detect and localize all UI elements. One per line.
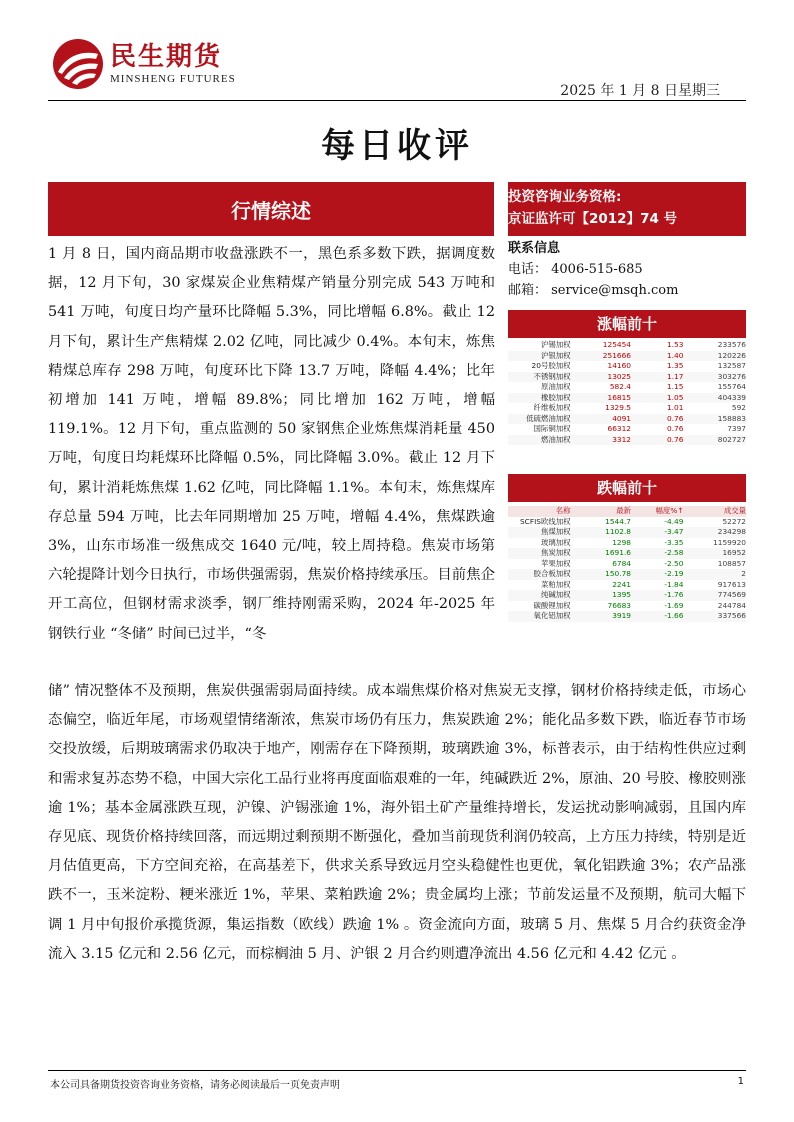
table-row: [508, 424, 746, 435]
contact-title: 联系信息: [508, 241, 561, 256]
summary-paragraph-part1: 1 月 8 日，国内商品期市收盘涨跌不一，黑色系多数下跌，据调度数据，12 月下旬，30 家煤炭企业焦精煤产销量分别完成 543 万吨和 541 万吨，旬度日均产量环比降幅 5.3%，同比增幅 6.8%。截止 12 月下旬，累计生产焦精煤 2.02 亿吨，同比减少 0.4%。本旬末，炼焦精煤总库存 298 万吨，旬度环比下降 13.7 万吨，降幅 4.4%；比年初增加 141 万吨，增幅 89.8%；同比增加 162 万吨，增幅 119.1%。12 月下旬，重点监测的 50 家钢焦企业炼焦煤消耗量 450 万吨，旬度日均耗煤环比降幅 0.5%，同比降幅 3.0%。截止 12 月下旬，累计消耗炼焦煤 1.62 亿吨，同比降幅 1.1%。本旬末，炼焦煤库存总量 594 万吨，比去年同期增加 25 万吨，增幅 4.4%，焦煤跌逾 3%，山东市场准一级焦成交 1640 元/吨，较上周持稳。焦炭市场第六轮提降计划今日执行，市场供强需弱，焦炭价格持续承压。目前焦企开工高位，但钢材需求淡季，钢厂维持刚需采购，2024 年-2025 年钢铁行业 “冬储” 时间已过半，“冬: [48, 246, 495, 642]
cell-price: 4091: [571, 414, 632, 425]
cell-pct: 1.17: [631, 372, 683, 383]
cell-name: 菜粕加权: [540, 579, 571, 589]
table-row: [508, 601, 746, 612]
cell-pct: -2.50: [664, 558, 684, 568]
cell-pct: 0.76: [666, 424, 684, 433]
cell-name: 20号胶加权: [531, 361, 571, 370]
col-price: 最新: [571, 506, 632, 517]
cell-pct: 0.76: [631, 414, 683, 425]
table-row: [508, 527, 746, 538]
table-row: [508, 580, 746, 591]
cell-pct: 0.76: [631, 435, 683, 446]
table-row: [508, 372, 746, 383]
losers-title: 跌幅前十: [596, 479, 657, 497]
gainers-table: [508, 340, 746, 445]
cell-name: 纤维板加权: [533, 403, 571, 412]
cell-name: 焦炭加权: [508, 548, 571, 559]
table-row: [508, 403, 746, 414]
cell-price: 13025: [571, 372, 632, 383]
losers-header-row: [508, 506, 746, 517]
report-date: 2025 年 1 月 8 日星期三: [560, 83, 720, 99]
section-banner: [48, 182, 494, 236]
table-row: [508, 361, 746, 372]
cell-vol: 774569: [683, 590, 746, 601]
cell-name: 苹果加权: [540, 558, 571, 568]
cell-pct: -1.69: [664, 600, 684, 610]
cell-name: 纯碱加权: [508, 590, 571, 601]
cell-name: 玻璃加权: [540, 537, 571, 547]
losers-table: [508, 506, 746, 622]
cell-name: 沪锡加权: [540, 340, 571, 349]
cell-pct: 1.53: [666, 340, 684, 349]
section-title: 行情综述: [231, 198, 311, 223]
summary-paragraph-part2: 储” 情况整体不及预期，焦炭供强需弱局面持续。成本端焦煤价格对焦炭无支撑，钢材价格持续走低，市场心态偏空，临近年尾，市场观望情绪渐浓，焦炭市场仍有压力，焦炭跌逾 2%；能化品多数下跌，临近春节市场交投放缓，后期玻璃需求仍取决于地产，刚需存在下降预期，玻璃跌逾 3%，标普表示，由于结构性供应过剩和需求复苏态势不稳，中国大宗化工品行业将再度面临艰难的一年，纯碱跌近 2%，原油、20 号胶、橡胶则涨逾 1%；基本金属涨跌互现，沪镍、沪锡涨逾 1%，海外铝土矿产量维持增长，发运扰动影响减弱，且国内库存见底、现货价格持续回落，而远期过剩预期不断强化，叠加当前现货利润仍较高，上方压力持续，特别是近月估值更高，下方空间充裕，在高基差下，供求关系导致远月空头稳健性也更优，氧化铝跌逾 3%；农产品涨跌不一，玉米淀粉、粳米涨近 1%，苹果、菜粕跌逾 2%；贵金属均上涨；节前发运量不及预期，航司大幅下调 1 月中旬报价承揽货源，集运指数（欧线）跌逾 1% 。资金流向方面，玻璃 5 月、焦煤 5 月合约获资金净流入 3.15 亿元和 2.56 亿元，而棕榈油 5 月、沪银 2 月合约则遭净流出 4.56 亿元和 4.42 亿元 。: [48, 683, 746, 962]
cell-price: 66312: [607, 424, 632, 433]
cell-price: 1102.8: [571, 527, 632, 538]
table-row: [508, 548, 746, 559]
cell-price: 76683: [607, 600, 632, 610]
cell-price: 14160: [607, 361, 632, 370]
cell-name: 橡胶加权: [508, 393, 571, 404]
footer-divider: [48, 1070, 746, 1071]
cell-name: 沪银加权: [508, 351, 571, 362]
page-title: 每日收评: [321, 126, 473, 166]
table-row: [508, 393, 746, 404]
cell-price: 150.78: [571, 569, 632, 580]
cell-name: 原油加权: [540, 382, 571, 391]
header-divider: [48, 100, 746, 101]
table-row: [508, 351, 746, 362]
table-row: [508, 538, 746, 549]
cell-pct: -3.35: [664, 537, 684, 547]
table-row: [508, 414, 746, 425]
cell-name: 不锈钢加权: [508, 372, 571, 383]
cell-pct: -3.47: [631, 527, 683, 538]
cell-vol: 120226: [683, 351, 746, 362]
cell-pct: -2.58: [631, 548, 683, 559]
cell-pct: 1.15: [666, 382, 684, 391]
cell-vol: 16952: [683, 548, 746, 559]
cell-pct: 1.05: [631, 393, 683, 404]
cell-pct: 1.35: [666, 361, 684, 370]
cell-price: 16815: [571, 393, 632, 404]
cell-price: 1544.7: [605, 516, 632, 526]
cell-name: 碳酸锂加权: [533, 600, 571, 610]
cell-vol: 303276: [683, 372, 746, 383]
qualification-line2: 京证监许可【2012】74 号: [508, 211, 678, 227]
cell-vol: 592: [731, 403, 746, 412]
cell-vol: 404339: [683, 393, 746, 404]
cell-vol: 158883: [683, 414, 746, 425]
cell-vol: 7397: [727, 424, 746, 433]
cell-price: 3312: [571, 435, 632, 446]
cell-price: 1691.6: [571, 548, 632, 559]
cell-price: 1298: [612, 537, 632, 547]
table-row: [508, 590, 746, 601]
qualification-line1: 投资咨询业务资格:: [508, 189, 622, 205]
cell-name: 胶合板加权: [508, 569, 571, 580]
cell-vol: 234298: [683, 527, 746, 538]
cell-pct: 1.01: [666, 403, 684, 412]
cell-name: 氧化铝加权: [508, 611, 571, 622]
table-row: [508, 435, 746, 446]
cell-pct: -2.19: [631, 569, 683, 580]
cell-price: 251666: [571, 351, 632, 362]
cell-price: 1329.5: [605, 403, 632, 412]
gainers-title: 涨幅前十: [596, 315, 657, 333]
cell-name: 低硫燃油加权: [508, 414, 571, 425]
cell-price: 6784: [612, 558, 632, 568]
cell-vol: 132587: [717, 361, 746, 370]
cell-vol: 2: [683, 569, 746, 580]
table-row: [508, 382, 746, 393]
cell-price: 1395: [571, 590, 632, 601]
contact-info: [508, 238, 678, 301]
gainers-header: [508, 310, 746, 338]
cell-pct: -1.66: [631, 611, 683, 622]
brand-name-cn: 民生期货: [110, 42, 223, 72]
minsheng-logo-icon: [52, 38, 104, 90]
cell-name: 焦煤加权: [508, 527, 571, 538]
cell-vol: 52272: [722, 516, 746, 526]
contact-email[interactable]: 邮箱： service@msqh.com: [508, 283, 679, 298]
cell-vol: 917613: [717, 579, 746, 589]
table-row: [508, 559, 746, 570]
table-row: [508, 611, 746, 622]
contact-phone: 电话： 4006-515-685: [508, 262, 643, 277]
cell-pct: -1.76: [631, 590, 683, 601]
cell-price: 2241: [612, 579, 632, 589]
cell-name: 燃油加权: [508, 435, 571, 446]
table-row: [508, 569, 746, 580]
cell-price: 125454: [602, 340, 632, 349]
brand-logo: [52, 36, 236, 92]
cell-vol: 1159920: [713, 537, 746, 547]
cell-price: 582.4: [609, 382, 632, 391]
losers-header: [508, 474, 746, 502]
cell-pct: -4.49: [664, 516, 684, 526]
cell-vol: 244784: [717, 600, 746, 610]
cell-vol: 155764: [717, 382, 746, 391]
brand-name-en: MINSHENG FUTURES: [110, 73, 236, 85]
cell-name: 国际铜加权: [533, 424, 571, 433]
cell-name: SCFIS欧线加权: [519, 516, 571, 526]
cell-pct: 1.40: [631, 351, 683, 362]
cell-vol: 233576: [717, 340, 746, 349]
cell-price: 3919: [571, 611, 632, 622]
col-pct: 幅度%↑: [631, 506, 683, 517]
cell-vol: 802727: [683, 435, 746, 446]
page-number: 1: [737, 1076, 744, 1087]
col-name: 名称: [508, 506, 571, 517]
cell-pct: -1.84: [664, 579, 684, 589]
cell-vol: 108857: [717, 558, 746, 568]
cell-vol: 337566: [683, 611, 746, 622]
col-vol: 成交量: [683, 506, 746, 517]
footer-disclaimer: 本公司具备期货投资咨询业务资格，请务必阅读最后一页免责声明: [50, 1080, 340, 1091]
table-row: [508, 517, 746, 528]
qualification-banner: [508, 182, 746, 236]
table-row: [508, 340, 746, 351]
